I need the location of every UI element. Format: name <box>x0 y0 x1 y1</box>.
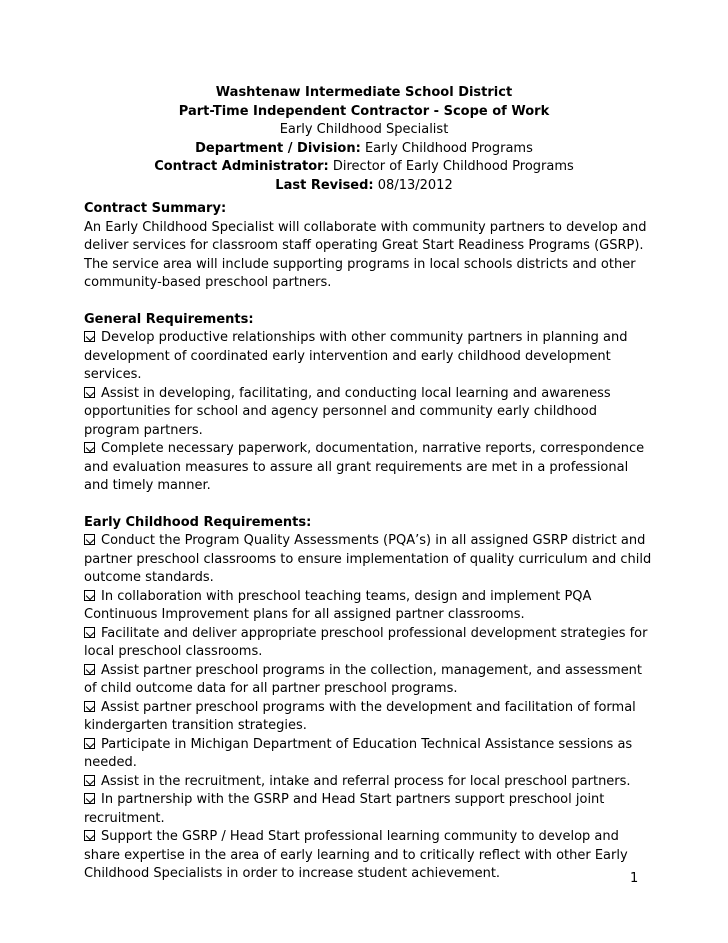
list-item <box>84 736 654 773</box>
checkbox-icon <box>84 793 95 804</box>
checkbox-icon <box>84 701 95 712</box>
list-item-text: In collaboration with preschool teaching teams, design and implement PQA Continuous Improvement plans for all assigned partner classrooms. <box>84 588 592 622</box>
list-item <box>84 662 654 699</box>
list-item <box>84 828 654 884</box>
general-requirements-section <box>84 311 654 496</box>
list-item <box>84 791 654 828</box>
list-item <box>84 440 654 496</box>
document-header <box>0 84 728 195</box>
department-value: Early Childhood Programs <box>364 140 533 156</box>
list-item-text: Assist partner preschool programs with the development and facilitation of formal kindergarten transition strategies. <box>84 699 636 733</box>
list-item-text: Participate in Michigan Department of Education Technical Assistance sessions as needed. <box>84 736 633 770</box>
list-item <box>84 385 654 441</box>
list-item <box>84 773 654 792</box>
revised-value: 08/13/2012 <box>377 177 453 193</box>
admin-label: Contract Administrator: <box>154 159 329 174</box>
checkbox-icon <box>84 534 95 545</box>
section-title: Early Childhood Requirements: <box>84 514 312 530</box>
list-item-text: Develop productive relationships with other community partners in planning and development of coordinated early intervention and early childhood development services. <box>84 330 628 382</box>
list-item-text: In partnership with the GSRP and Head Start partners support preschool joint recruitment. <box>84 792 605 826</box>
list-item <box>84 329 654 385</box>
revised-line <box>0 177 728 196</box>
checkbox-icon <box>84 590 95 601</box>
admin-line <box>0 158 728 177</box>
list-item-text: Support the GSRP / Head Start professional learning community to develop and share expertise in the area of early learning and to critically reflect with other Early Childhood Specialists in order to increase student achievement. <box>84 829 628 881</box>
document-title: Part-Time Independent Contractor - Scope of Work <box>178 103 550 119</box>
checkbox-icon <box>84 664 95 675</box>
list-item <box>84 532 654 588</box>
list-item-text: Conduct the Program Quality Assessments (PQA’s) in all assigned GSRP district and partner preschool classrooms to ensure implementation of quality curriculum and child outcome standards. <box>84 533 652 585</box>
summary-text: An Early Childhood Specialist will collaborate with community partners to develop and deliver services for classroom staff operating Great Start Readiness Programs (GSRP). The service area will include supporting programs in local schools districts and other community-based preschool partners. <box>84 219 647 290</box>
document-body <box>84 200 654 902</box>
checkbox-icon <box>84 387 95 398</box>
section-title: General Requirements: <box>84 311 254 327</box>
department-line <box>0 140 728 159</box>
page-number: 1 <box>630 871 639 886</box>
checkbox-icon <box>84 627 95 638</box>
checkbox-icon <box>84 738 95 749</box>
list-item-text: Assist partner preschool programs in the collection, management, and assessment of child outcome data for all partner preschool programs. <box>84 662 643 696</box>
list-item-text: Facilitate and deliver appropriate preschool professional development strategies for local preschool classrooms. <box>84 625 648 659</box>
checkbox-icon <box>84 830 95 841</box>
department-label: Department / Division: <box>195 140 361 156</box>
list-item <box>84 699 654 736</box>
revised-label: Last Revised: <box>275 177 374 193</box>
list-item-text: Complete necessary paperwork, documentation, narrative reports, correspondence and evaluation measures to assure all grant requirements are met in a professional and timely manner. <box>84 441 645 493</box>
list-item <box>84 625 654 662</box>
admin-value: Director of Early Childhood Programs <box>332 159 574 174</box>
checkbox-icon <box>84 442 95 453</box>
checkbox-icon <box>84 775 95 786</box>
section-title: Contract Summary: <box>84 201 227 216</box>
list-item-text: Assist in the recruitment, intake and referral process for local preschool partners. <box>101 773 631 789</box>
list-item <box>84 588 654 625</box>
early-childhood-requirements-section <box>84 514 654 884</box>
position-title: Early Childhood Specialist <box>279 122 449 137</box>
district-name: Washtenaw Intermediate School District <box>215 85 513 100</box>
contract-summary-section <box>84 200 654 293</box>
list-item-text: Assist in developing, facilitating, and conducting local learning and awareness opportunities for school and agency personnel and community early childhood program partners. <box>84 385 611 438</box>
checkbox-icon <box>84 331 95 342</box>
